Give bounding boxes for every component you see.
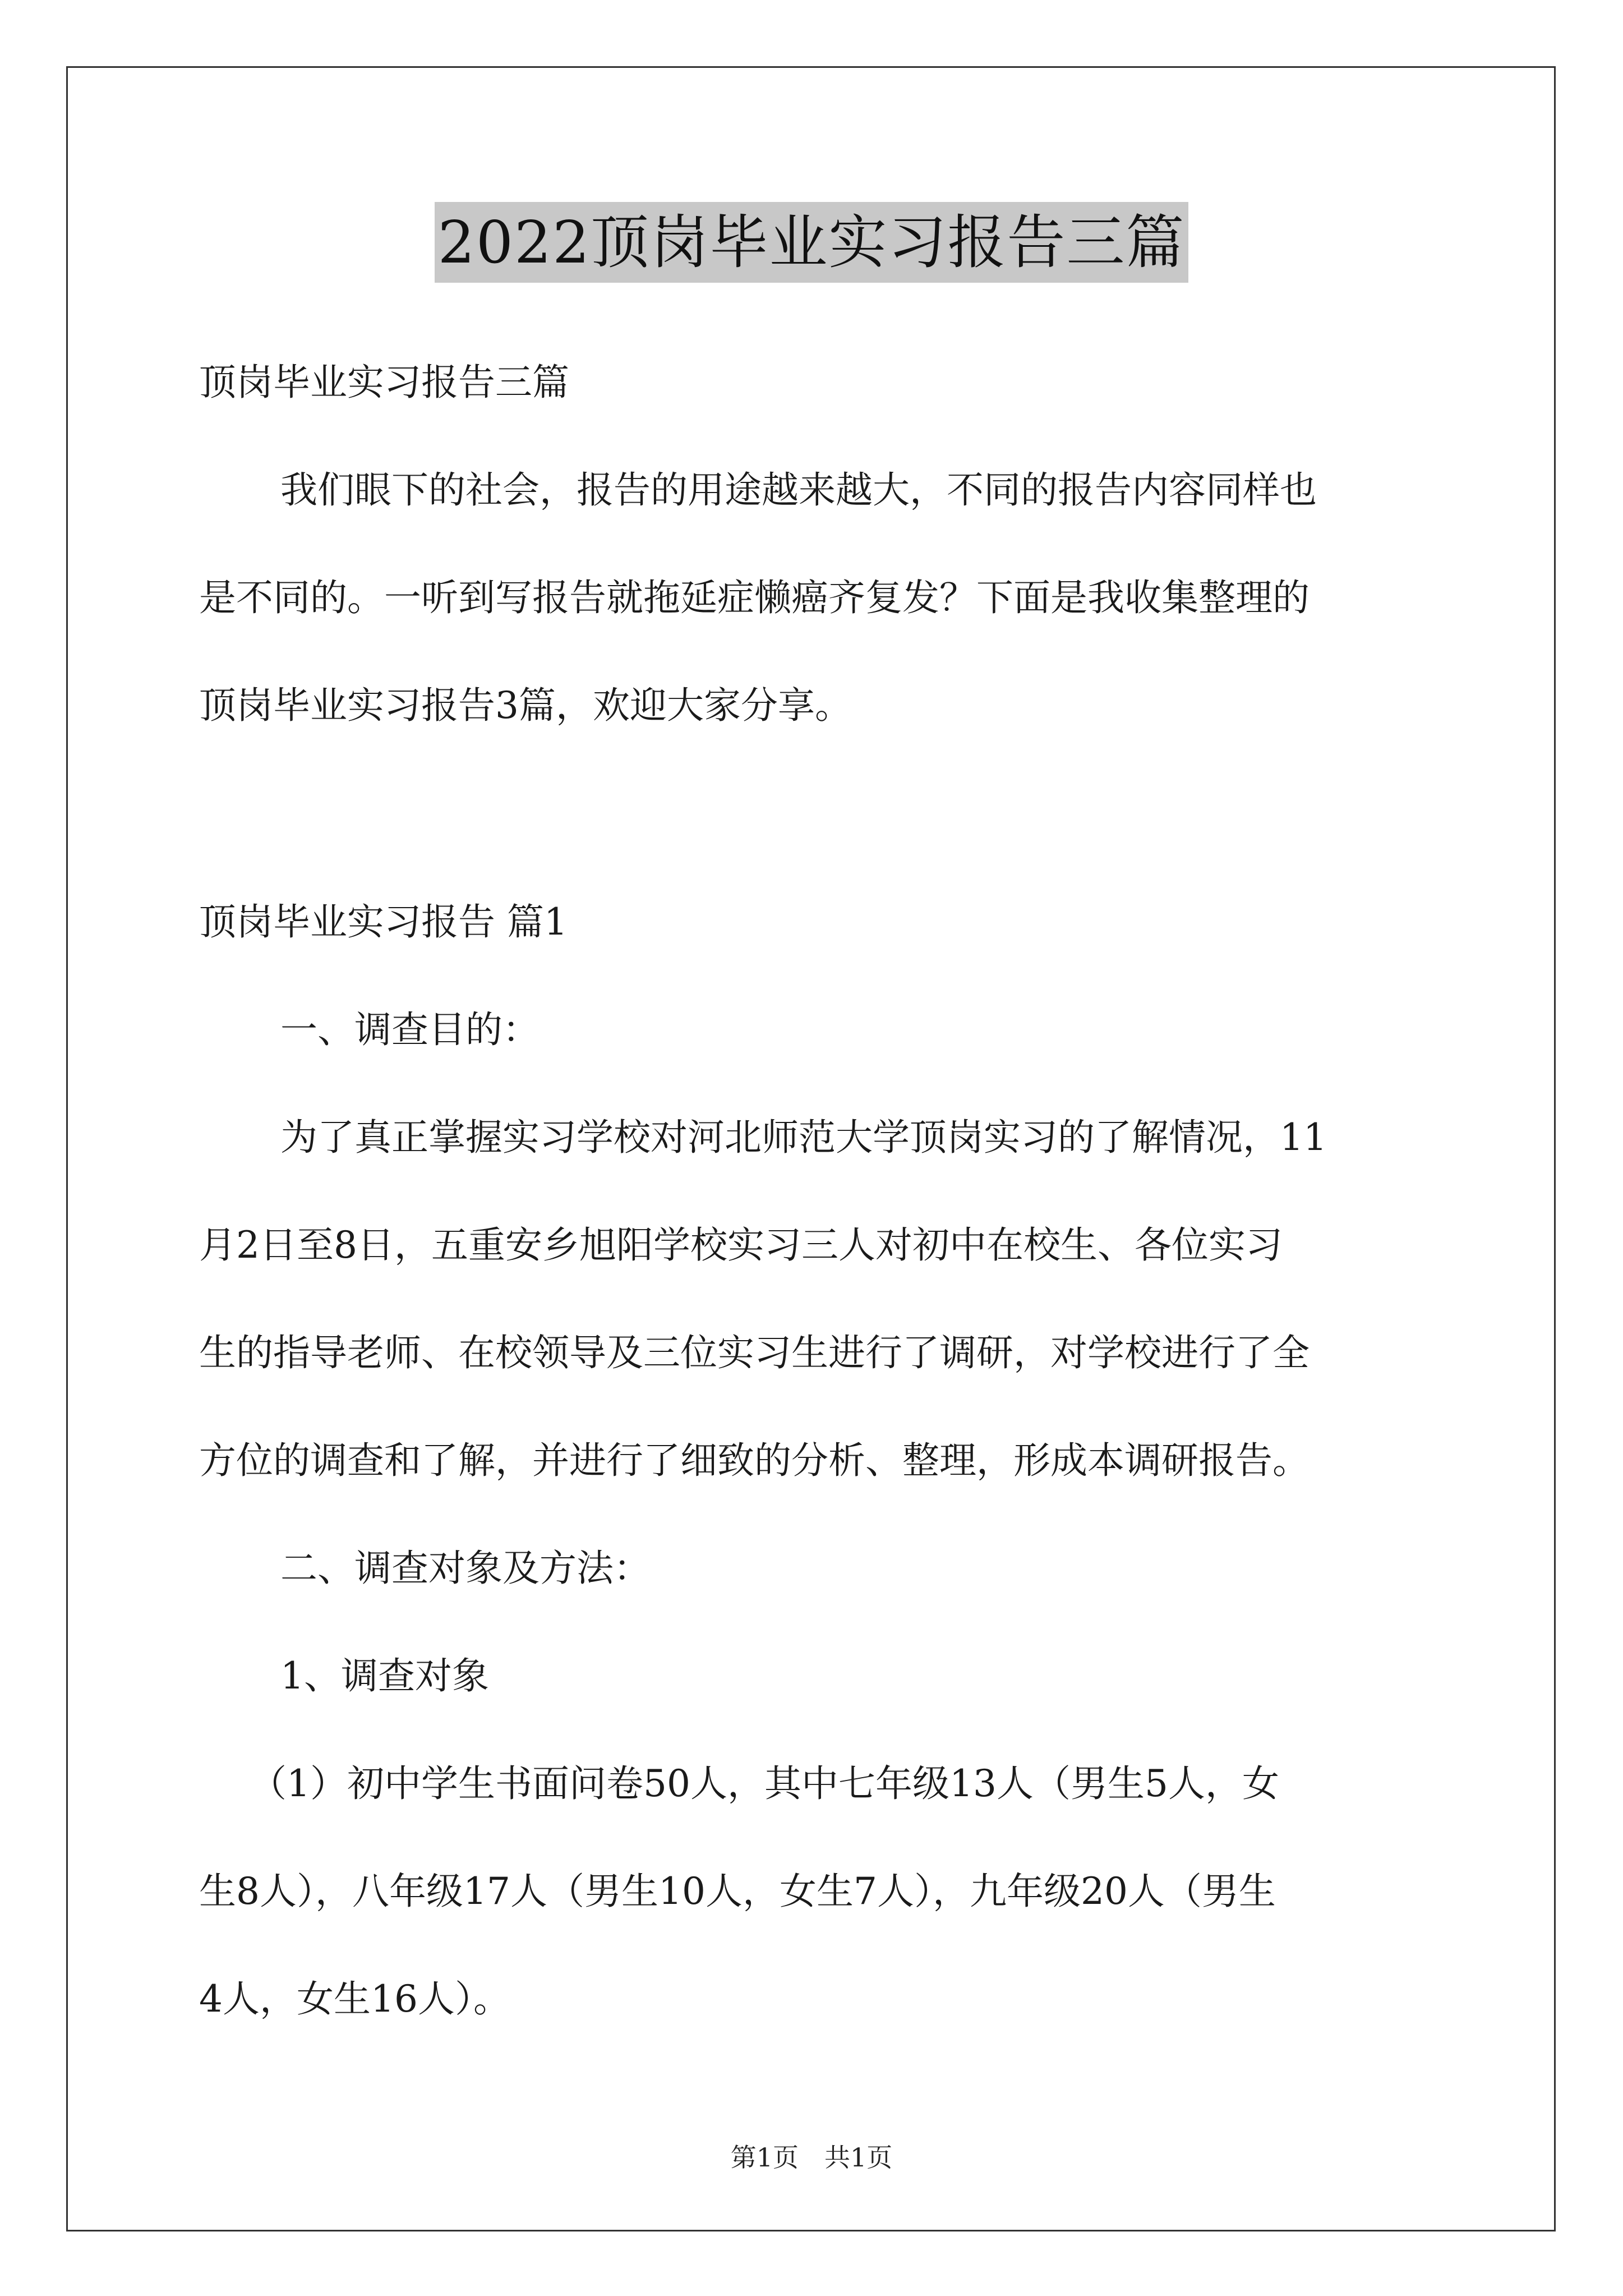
intro-line-3: 顶岗毕业实习报告3篇，欢迎大家分享。 <box>199 684 852 727</box>
intro-line-1: 我们眼下的社会，报告的用途越来越大，不同的报告内容同样也 <box>280 468 1317 512</box>
heading-subjects-item-1: 1、调查对象 <box>280 1654 489 1697</box>
document-title: 2022顶岗毕业实习报告三篇 <box>435 202 1189 283</box>
subjects-line-2: 生8人），八年级17人（男生10人，女生7人），九年级20人（男生 <box>199 1870 1276 1913</box>
purpose-line-1: 为了真正掌握实习学校对河北师范大学顶岗实习的了解情况，11 <box>280 1116 1327 1159</box>
purpose-line-4: 方位的调查和了解，并进行了细致的分析、整理，形成本调研报告。 <box>199 1439 1310 1482</box>
intro-line-2: 是不同的。一听到写报告就拖延症懒癌齐复发？下面是我收集整理的 <box>199 576 1310 619</box>
subtitle-line: 顶岗毕业实习报告三篇 <box>199 361 569 404</box>
subjects-line-1: （1）初中学生书面问卷50人，其中七年级13人（男生5人，女 <box>250 1762 1279 1805</box>
purpose-line-3: 生的指导老师、在校领导及三位实习生进行了调研，对学校进行了全 <box>199 1331 1310 1374</box>
subjects-line-3: 4人，女生16人）。 <box>199 1977 510 2021</box>
title-container <box>0 202 1623 283</box>
heading-survey-purpose: 一、调查目的： <box>280 1008 540 1051</box>
section-heading-part-1: 顶岗毕业实习报告 篇1 <box>199 900 568 944</box>
page-footer: 第1页 共1页 <box>730 2142 893 2173</box>
purpose-line-2: 月2日至8日，五重安乡旭阳学校实习三人对初中在校生、各位实习 <box>199 1223 1283 1267</box>
heading-survey-subjects: 二、调查对象及方法： <box>280 1547 651 1590</box>
